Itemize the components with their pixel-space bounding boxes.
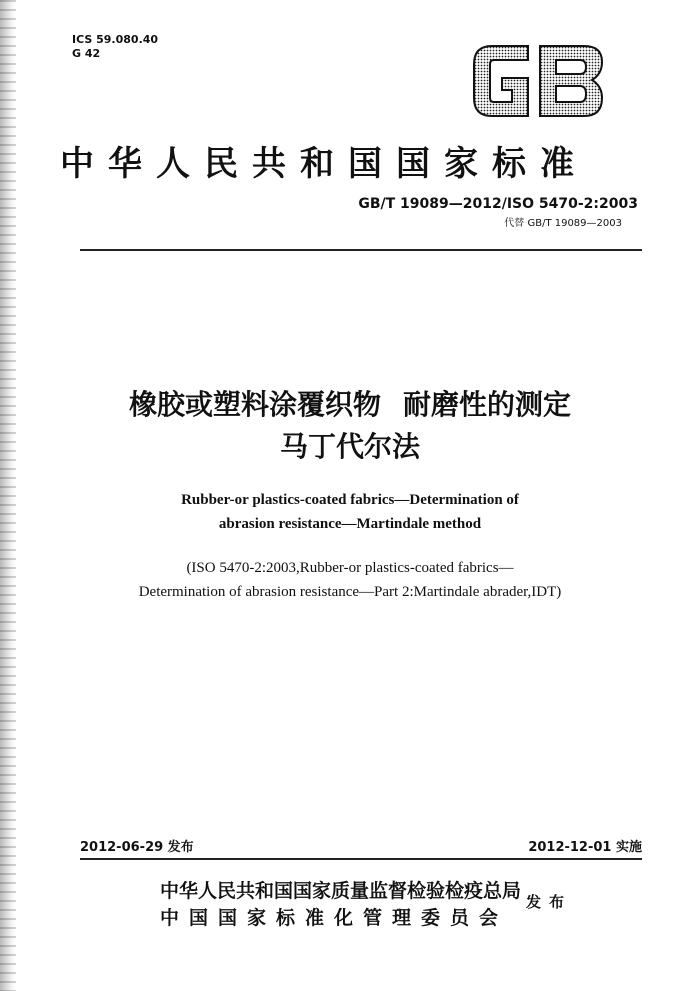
- footer-divider: [80, 858, 642, 860]
- standard-title: 中华人民共和国国家标准: [60, 144, 588, 184]
- gb-logo-text: GB: [468, 40, 470, 41]
- classification-codes: [72, 33, 158, 61]
- chinese-title-part1: 橡胶或塑料涂覆织物: [128, 388, 381, 421]
- iso-reference-line1: (ISO 5470-2:2003,Rubber-or plastics-coated fabrics—: [186, 560, 514, 576]
- issuing-org-sac: 中国国家标准化管理委员会: [160, 907, 509, 929]
- english-title: [0, 488, 700, 536]
- chinese-title-line2: 马丁代尔法: [279, 430, 420, 463]
- gb-logo: [468, 40, 608, 122]
- ccs-code: G 42: [72, 47, 101, 60]
- chinese-title: [0, 384, 700, 468]
- standard-number: GB/T 19089—2012/ISO 5470-2:2003: [358, 196, 638, 212]
- implementation-date: 2012-12-01 实施: [528, 840, 642, 855]
- ics-code: ICS 59.080.40: [72, 33, 159, 46]
- publish-label: 发布: [526, 893, 573, 911]
- replaces-note: 代替 GB/T 19089—2003: [504, 218, 622, 229]
- issue-date: 2012-06-29 发布: [80, 840, 194, 855]
- iso-reference-line2: Determination of abrasion resistance—Part 2:Martindale abrader,IDT): [138, 584, 562, 600]
- english-title-line1: Rubber-or plastics-coated fabrics—Determination of: [181, 492, 519, 508]
- iso-reference: [0, 556, 700, 604]
- issuing-org-aqsiq: 中华人民共和国国家质量监督检验检疫总局: [160, 880, 522, 902]
- english-title-line2: abrasion resistance—Martindale method: [218, 516, 482, 532]
- chinese-title-part2: 耐磨性的测定: [403, 388, 572, 421]
- header-divider: [80, 249, 642, 251]
